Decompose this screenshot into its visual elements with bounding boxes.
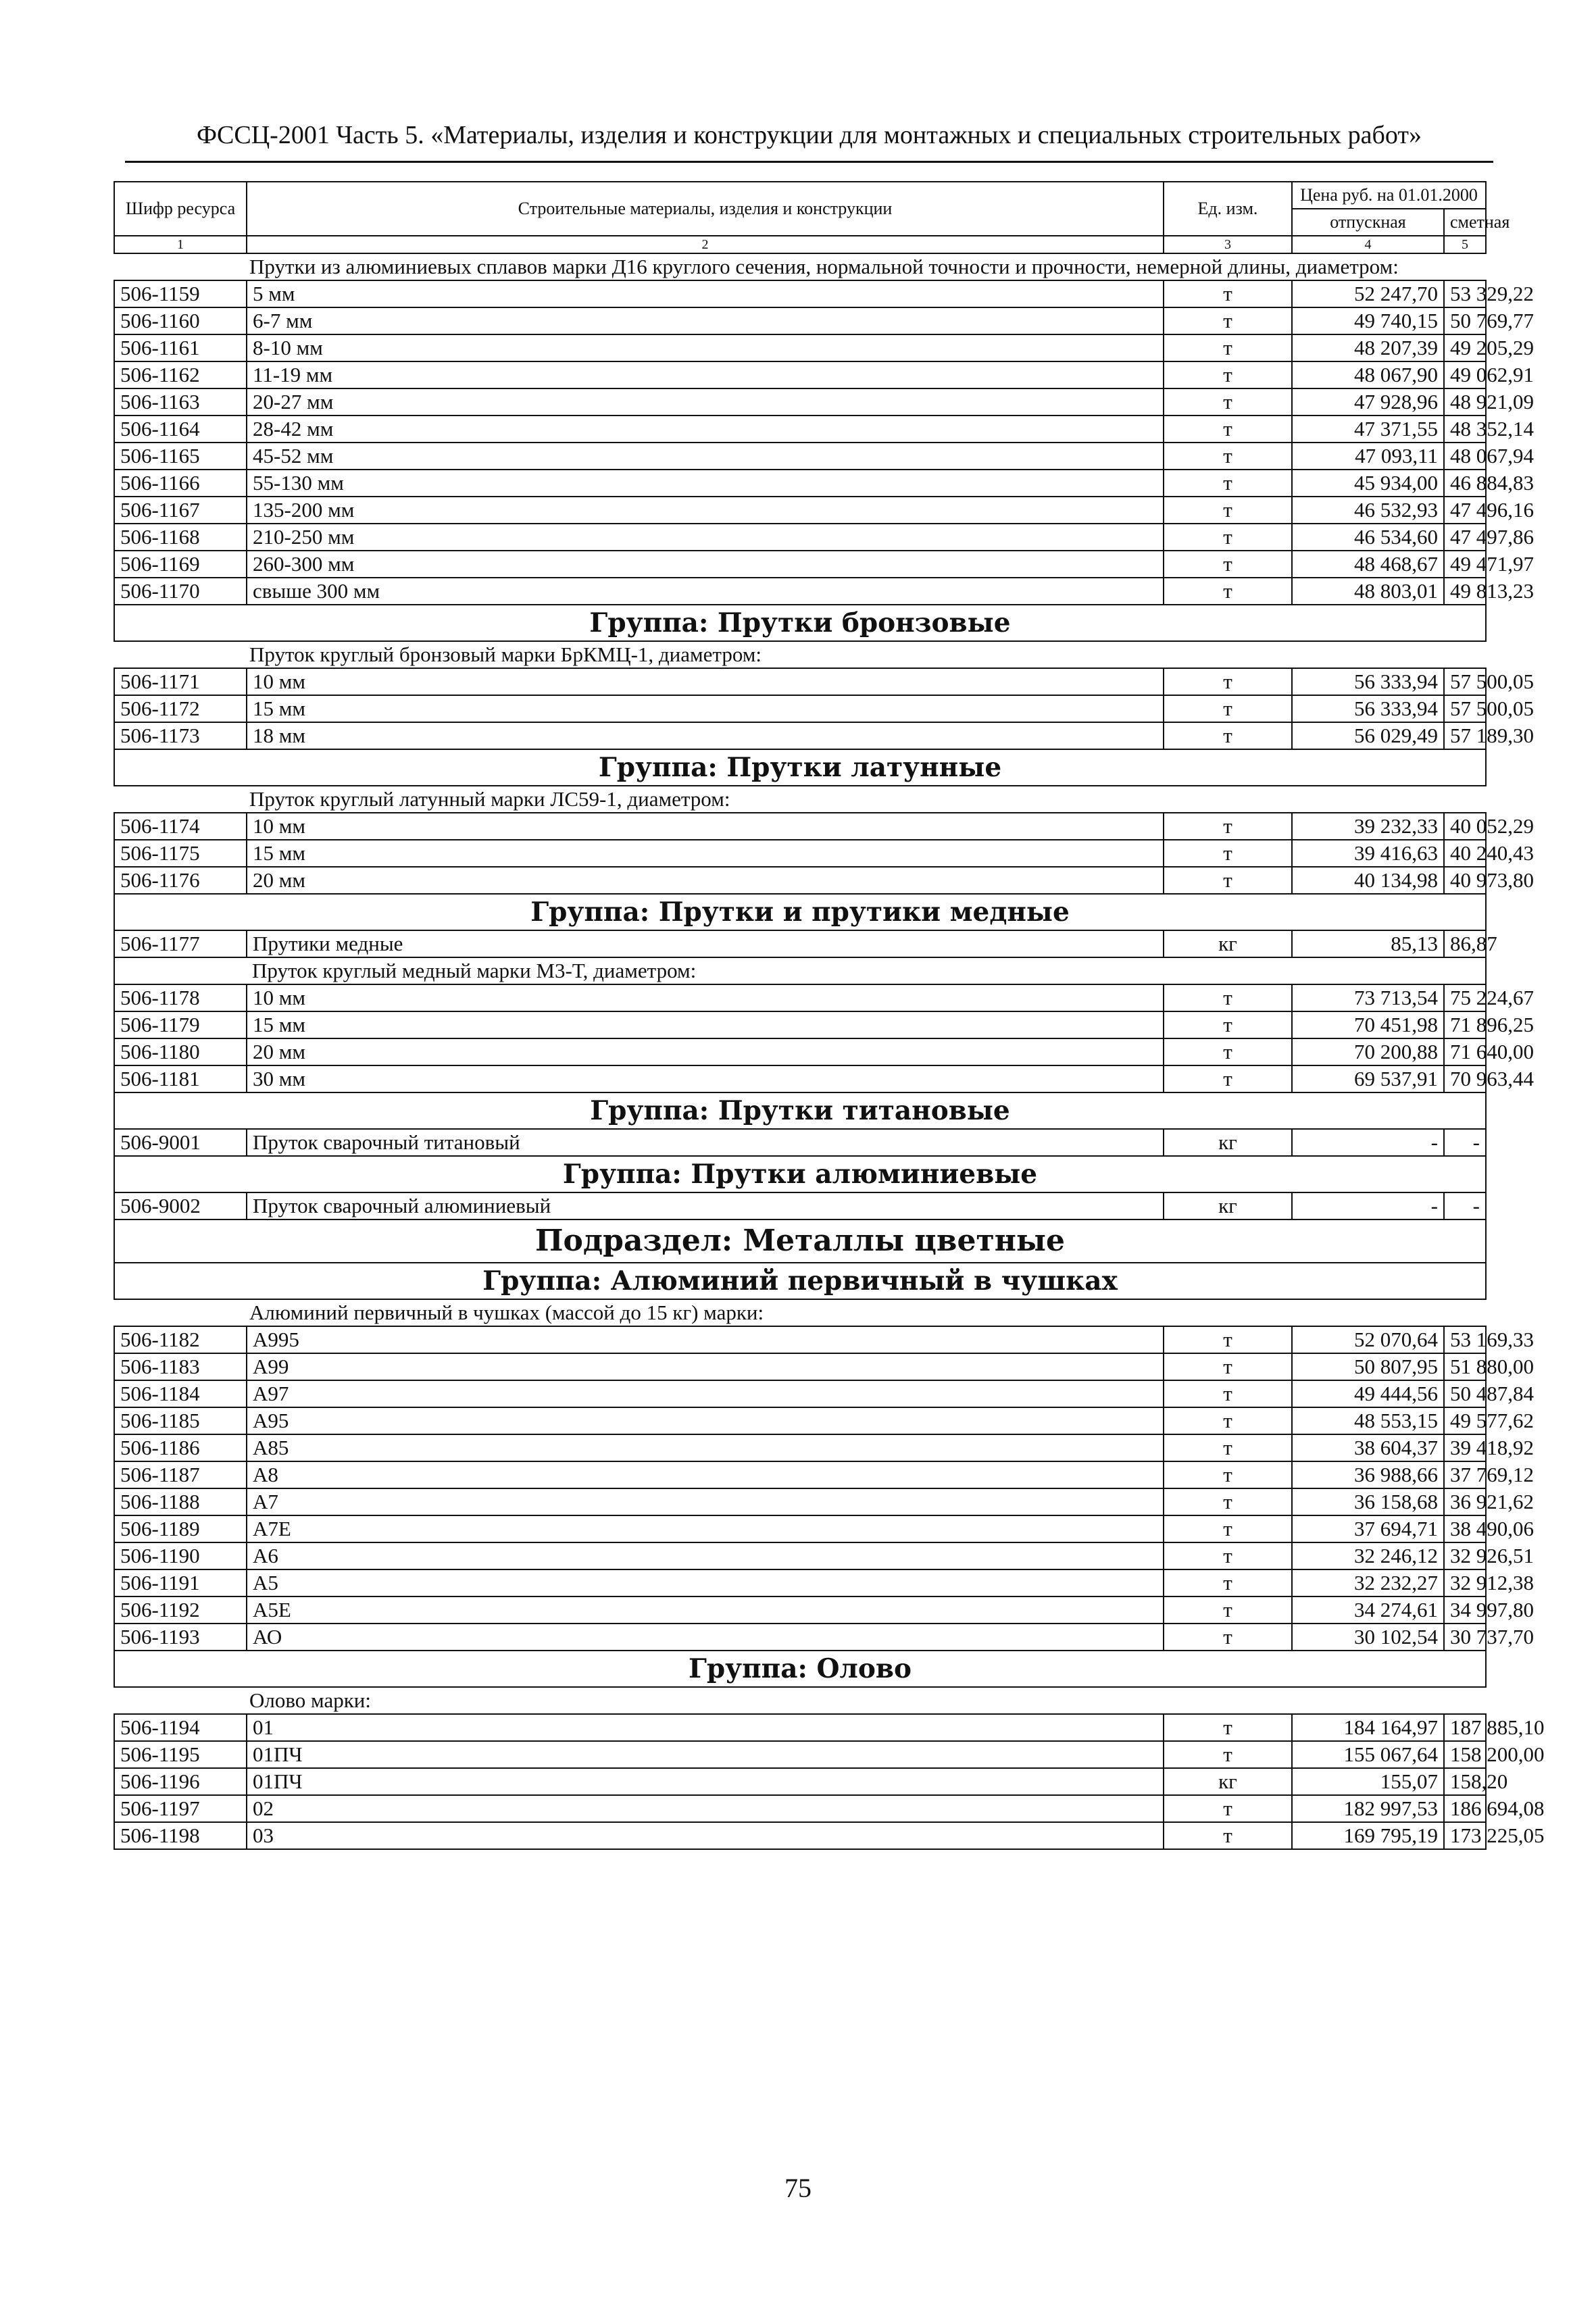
description-text: Пруток круглый бронзовый марки БрКМЦ-1, диаметром: — [114, 641, 1486, 668]
table-row — [114, 334, 1486, 361]
material-name: 15 мм — [247, 1011, 1164, 1038]
resource-code: 506-1172 — [114, 695, 247, 722]
unit-of-measure: т — [1164, 578, 1292, 605]
estimate-price: 49 813,23 — [1444, 578, 1486, 605]
subsection-heading-row — [114, 1219, 1486, 1263]
group-heading-row — [114, 1092, 1486, 1129]
group-heading-row — [114, 749, 1486, 786]
header-title: ФССЦ-2001 Часть 5. «Материалы, изделия и конструкции для монтажных и специальных строительных работ» — [197, 121, 1422, 149]
table-row — [114, 470, 1486, 497]
estimate-price: 49 062,91 — [1444, 361, 1486, 388]
release-price: 47 928,96 — [1292, 388, 1444, 416]
release-price: 56 333,94 — [1292, 695, 1444, 722]
material-name: 6-7 мм — [247, 307, 1164, 334]
material-name: А6 — [247, 1542, 1164, 1569]
col-num: 2 — [247, 236, 1164, 253]
resource-code: 506-1176 — [114, 867, 247, 894]
release-price: 46 534,60 — [1292, 524, 1444, 551]
estimate-price: 46 884,83 — [1444, 470, 1486, 497]
unit-of-measure: т — [1164, 984, 1292, 1011]
resource-code: 506-9002 — [114, 1192, 247, 1219]
material-name: 15 мм — [247, 840, 1164, 867]
material-name: 02 — [247, 1795, 1164, 1822]
table-row — [114, 416, 1486, 443]
table-row — [114, 930, 1486, 957]
resource-code: 506-1169 — [114, 551, 247, 578]
unit-of-measure: т — [1164, 1624, 1292, 1651]
table-row — [114, 361, 1486, 388]
resource-code: 506-1164 — [114, 416, 247, 443]
table-row — [114, 1407, 1486, 1434]
table-row — [114, 497, 1486, 524]
resource-code: 506-1175 — [114, 840, 247, 867]
table-row — [114, 1542, 1486, 1569]
estimate-price: 57 189,30 — [1444, 722, 1486, 749]
estimate-price: 51 880,00 — [1444, 1353, 1486, 1380]
material-name: А99 — [247, 1353, 1164, 1380]
material-name: 03 — [247, 1822, 1164, 1849]
estimate-price: 86,87 — [1444, 930, 1486, 957]
estimate-price: 32 926,51 — [1444, 1542, 1486, 1569]
material-name: Прутики медные — [247, 930, 1164, 957]
unit-of-measure: т — [1164, 840, 1292, 867]
release-price: 46 532,93 — [1292, 497, 1444, 524]
estimate-price: 48 352,14 — [1444, 416, 1486, 443]
resource-code: 506-1178 — [114, 984, 247, 1011]
table-row — [114, 388, 1486, 416]
release-price: 184 164,97 — [1292, 1714, 1444, 1741]
resource-code: 506-1184 — [114, 1380, 247, 1407]
material-name: А7Е — [247, 1515, 1164, 1542]
release-price: 56 333,94 — [1292, 668, 1444, 695]
release-price: 36 158,68 — [1292, 1488, 1444, 1515]
table-row — [114, 984, 1486, 1011]
unit-of-measure: т — [1164, 1326, 1292, 1353]
resource-code: 506-1168 — [114, 524, 247, 551]
estimate-price: 34 997,80 — [1444, 1596, 1486, 1624]
release-price: 69 537,91 — [1292, 1065, 1444, 1092]
table-row — [114, 722, 1486, 749]
table-row — [114, 1011, 1486, 1038]
col-num: 4 — [1292, 236, 1444, 253]
group-heading: Группа: Прутки латунные — [114, 749, 1486, 786]
material-name: АО — [247, 1624, 1164, 1651]
resource-code: 506-1181 — [114, 1065, 247, 1092]
estimate-price: 70 963,44 — [1444, 1065, 1486, 1092]
unit-of-measure: т — [1164, 1741, 1292, 1768]
material-name: А5 — [247, 1569, 1164, 1596]
column-number-row — [114, 236, 1486, 253]
unit-of-measure: т — [1164, 1569, 1292, 1596]
group-heading: Группа: Олово — [114, 1651, 1486, 1687]
resource-code: 506-1185 — [114, 1407, 247, 1434]
material-name: Пруток сварочный алюминиевый — [247, 1192, 1164, 1219]
material-name: 45-52 мм — [247, 443, 1164, 470]
table-row — [114, 813, 1486, 840]
unit-of-measure: т — [1164, 1380, 1292, 1407]
release-price: 70 200,88 — [1292, 1038, 1444, 1065]
resource-code: 506-9001 — [114, 1129, 247, 1156]
release-price: 39 232,33 — [1292, 813, 1444, 840]
material-name: А95 — [247, 1407, 1164, 1434]
unit-of-measure: т — [1164, 1714, 1292, 1741]
release-price: 37 694,71 — [1292, 1515, 1444, 1542]
page-header — [125, 120, 1493, 163]
estimate-price: 57 500,05 — [1444, 668, 1486, 695]
resource-code: 506-1174 — [114, 813, 247, 840]
resource-code: 506-1188 — [114, 1488, 247, 1515]
unit-of-measure: т — [1164, 1407, 1292, 1434]
release-price: 38 604,37 — [1292, 1434, 1444, 1461]
resource-code: 506-1173 — [114, 722, 247, 749]
resource-code: 506-1187 — [114, 1461, 247, 1488]
estimate-price: 30 737,70 — [1444, 1624, 1486, 1651]
estimate-price: 57 500,05 — [1444, 695, 1486, 722]
description-text: Пруток круглый латунный марки ЛС59-1, диаметром: — [114, 786, 1486, 813]
empty-cell — [114, 957, 247, 984]
description-row — [114, 641, 1486, 668]
unit-of-measure: т — [1164, 1596, 1292, 1624]
unit-of-measure: т — [1164, 695, 1292, 722]
release-price: 48 207,39 — [1292, 334, 1444, 361]
release-price: 169 795,19 — [1292, 1822, 1444, 1849]
resource-code: 506-1189 — [114, 1515, 247, 1542]
unit-of-measure: т — [1164, 1353, 1292, 1380]
release-price: 32 232,27 — [1292, 1569, 1444, 1596]
table-row — [114, 1038, 1486, 1065]
unit-of-measure: т — [1164, 1038, 1292, 1065]
unit-of-measure: кг — [1164, 1129, 1292, 1156]
estimate-price: 49 471,97 — [1444, 551, 1486, 578]
unit-of-measure: т — [1164, 1822, 1292, 1849]
description-text: Прутки из алюминиевых сплавов марки Д16 круглого сечения, нормальной точности и прочности, немерной длины, диаметром: — [114, 253, 1486, 280]
material-name: Пруток сварочный титановый — [247, 1129, 1164, 1156]
group-heading-row — [114, 1651, 1486, 1687]
table-row — [114, 1380, 1486, 1407]
material-name: 28-42 мм — [247, 416, 1164, 443]
material-name: 15 мм — [247, 695, 1164, 722]
table-row — [114, 840, 1486, 867]
material-name: А8 — [247, 1461, 1164, 1488]
unit-of-measure: т — [1164, 280, 1292, 307]
material-name: 20-27 мм — [247, 388, 1164, 416]
release-price: 52 070,64 — [1292, 1326, 1444, 1353]
description-row — [114, 1299, 1486, 1326]
unit-of-measure: т — [1164, 1065, 1292, 1092]
unit-of-measure: т — [1164, 813, 1292, 840]
release-price: 39 416,63 — [1292, 840, 1444, 867]
unit-of-measure: т — [1164, 334, 1292, 361]
table-row — [114, 1569, 1486, 1596]
unit-of-measure: т — [1164, 1488, 1292, 1515]
table-row — [114, 1624, 1486, 1651]
release-price: 47 093,11 — [1292, 443, 1444, 470]
estimate-price: 173 225,05 — [1444, 1822, 1486, 1849]
group-heading: Группа: Алюминий первичный в чушках — [114, 1263, 1486, 1299]
table-row — [114, 1434, 1486, 1461]
resource-code: 506-1191 — [114, 1569, 247, 1596]
material-name: 135-200 мм — [247, 497, 1164, 524]
release-price: 52 247,70 — [1292, 280, 1444, 307]
unit-of-measure: т — [1164, 668, 1292, 695]
table-row — [114, 1461, 1486, 1488]
resource-code: 506-1165 — [114, 443, 247, 470]
estimate-price: 47 496,16 — [1444, 497, 1486, 524]
unit-of-measure: т — [1164, 416, 1292, 443]
unit-of-measure: т — [1164, 722, 1292, 749]
group-heading-row — [114, 894, 1486, 930]
material-name: 20 мм — [247, 1038, 1164, 1065]
resource-code: 506-1194 — [114, 1714, 247, 1741]
resource-code: 506-1182 — [114, 1326, 247, 1353]
estimate-price: 39 418,92 — [1444, 1434, 1486, 1461]
release-price: - — [1292, 1129, 1444, 1156]
table-row — [114, 307, 1486, 334]
resource-code: 506-1196 — [114, 1768, 247, 1795]
subsection-heading: Подраздел: Металлы цветные — [114, 1219, 1486, 1263]
description-row — [114, 957, 1486, 984]
material-name: 20 мм — [247, 867, 1164, 894]
price-table — [114, 181, 1545, 1850]
unit-of-measure: т — [1164, 1795, 1292, 1822]
table-row — [114, 1741, 1486, 1768]
estimate-price: 40 973,80 — [1444, 867, 1486, 894]
release-price: 34 274,61 — [1292, 1596, 1444, 1624]
estimate-price: 47 497,86 — [1444, 524, 1486, 551]
material-name: 210-250 мм — [247, 524, 1164, 551]
unit-of-measure: т — [1164, 497, 1292, 524]
resource-code: 506-1192 — [114, 1596, 247, 1624]
estimate-price: 40 240,43 — [1444, 840, 1486, 867]
table-row — [114, 1192, 1486, 1219]
release-price: 85,13 — [1292, 930, 1444, 957]
unit-of-measure: т — [1164, 470, 1292, 497]
material-name: 30 мм — [247, 1065, 1164, 1092]
resource-code: 506-1171 — [114, 668, 247, 695]
description-row — [114, 1687, 1486, 1714]
estimate-price: 49 205,29 — [1444, 334, 1486, 361]
resource-code: 506-1183 — [114, 1353, 247, 1380]
table-row — [114, 1065, 1486, 1092]
release-price: - — [1292, 1192, 1444, 1219]
resource-code: 506-1179 — [114, 1011, 247, 1038]
estimate-price: 158 200,00 — [1444, 1741, 1486, 1768]
material-name: 11-19 мм — [247, 361, 1164, 388]
col-header-code: Шифр ресурса — [114, 182, 247, 236]
table-row — [114, 668, 1486, 695]
col-header-estimate: сметная — [1444, 209, 1486, 236]
table-row — [114, 1822, 1486, 1849]
resource-code: 506-1190 — [114, 1542, 247, 1569]
material-name: 55-130 мм — [247, 470, 1164, 497]
estimate-price: 49 577,62 — [1444, 1407, 1486, 1434]
col-header-price: Цена руб. на 01.01.2000 — [1292, 182, 1486, 209]
release-price: 49 444,56 — [1292, 1380, 1444, 1407]
unit-of-measure: кг — [1164, 1768, 1292, 1795]
estimate-price: 158,20 — [1444, 1768, 1486, 1795]
release-price: 73 713,54 — [1292, 984, 1444, 1011]
estimate-price: 48 921,09 — [1444, 388, 1486, 416]
unit-of-measure: т — [1164, 1461, 1292, 1488]
resource-code: 506-1159 — [114, 280, 247, 307]
release-price: 48 468,67 — [1292, 551, 1444, 578]
material-name: А97 — [247, 1380, 1164, 1407]
table-row — [114, 578, 1486, 605]
material-name: 01ПЧ — [247, 1768, 1164, 1795]
table-row — [114, 1353, 1486, 1380]
resource-code: 506-1160 — [114, 307, 247, 334]
description-text: Алюминий первичный в чушках (массой до 15 кг) марки: — [114, 1299, 1486, 1326]
table-row — [114, 1488, 1486, 1515]
table-row — [114, 280, 1486, 307]
unit-of-measure: т — [1164, 524, 1292, 551]
estimate-price: 32 912,38 — [1444, 1569, 1486, 1596]
unit-of-measure: кг — [1164, 930, 1292, 957]
estimate-price: 50 769,77 — [1444, 307, 1486, 334]
description-text: Пруток круглый медный марки М3-Т, диаметром: — [247, 957, 1486, 984]
material-name: А5Е — [247, 1596, 1164, 1624]
estimate-price: - — [1444, 1129, 1486, 1156]
resource-code: 506-1167 — [114, 497, 247, 524]
unit-of-measure: т — [1164, 1434, 1292, 1461]
table-header-row — [114, 182, 1486, 209]
estimate-price: 187 885,10 — [1444, 1714, 1486, 1741]
resource-code: 506-1198 — [114, 1822, 247, 1849]
resource-code: 506-1193 — [114, 1624, 247, 1651]
material-name: А995 — [247, 1326, 1164, 1353]
table-row — [114, 1596, 1486, 1624]
table-row — [114, 1768, 1486, 1795]
description-row — [114, 786, 1486, 813]
resource-code: 506-1186 — [114, 1434, 247, 1461]
release-price: 40 134,98 — [1292, 867, 1444, 894]
unit-of-measure: т — [1164, 551, 1292, 578]
unit-of-measure: т — [1164, 1515, 1292, 1542]
release-price: 32 246,12 — [1292, 1542, 1444, 1569]
table-row — [114, 695, 1486, 722]
estimate-price: 40 052,29 — [1444, 813, 1486, 840]
release-price: 48 803,01 — [1292, 578, 1444, 605]
estimate-price: 37 769,12 — [1444, 1461, 1486, 1488]
resource-code: 506-1177 — [114, 930, 247, 957]
resource-code: 506-1195 — [114, 1741, 247, 1768]
estimate-price: 71 896,25 — [1444, 1011, 1486, 1038]
table-row — [114, 1326, 1486, 1353]
material-name: 10 мм — [247, 668, 1164, 695]
estimate-price: 71 640,00 — [1444, 1038, 1486, 1065]
table-row — [114, 867, 1486, 894]
estimate-price: 38 490,06 — [1444, 1515, 1486, 1542]
estimate-price: 53 329,22 — [1444, 280, 1486, 307]
resource-code: 506-1163 — [114, 388, 247, 416]
unit-of-measure: кг — [1164, 1192, 1292, 1219]
material-name: 01 — [247, 1714, 1164, 1741]
release-price: 155,07 — [1292, 1768, 1444, 1795]
col-header-name: Строительные материалы, изделия и конструкции — [247, 182, 1164, 236]
resource-code: 506-1166 — [114, 470, 247, 497]
page-number: 75 — [784, 2173, 812, 2203]
release-price: 47 371,55 — [1292, 416, 1444, 443]
estimate-price: 48 067,94 — [1444, 443, 1486, 470]
release-price: 48 067,90 — [1292, 361, 1444, 388]
group-heading: Группа: Прутки бронзовые — [114, 605, 1486, 641]
resource-code: 506-1161 — [114, 334, 247, 361]
resource-code: 506-1162 — [114, 361, 247, 388]
estimate-price: 36 921,62 — [1444, 1488, 1486, 1515]
material-name: 01ПЧ — [247, 1741, 1164, 1768]
material-name: А85 — [247, 1434, 1164, 1461]
unit-of-measure: т — [1164, 388, 1292, 416]
table-row — [114, 1515, 1486, 1542]
material-name: 8-10 мм — [247, 334, 1164, 361]
release-price: 56 029,49 — [1292, 722, 1444, 749]
estimate-price: 50 487,84 — [1444, 1380, 1486, 1407]
release-price: 70 451,98 — [1292, 1011, 1444, 1038]
table-body — [114, 182, 1545, 1849]
table-row — [114, 1714, 1486, 1741]
table-row — [114, 524, 1486, 551]
group-heading: Группа: Прутки титановые — [114, 1092, 1486, 1129]
resource-code: 506-1170 — [114, 578, 247, 605]
material-name: свыше 300 мм — [247, 578, 1164, 605]
table-row — [114, 551, 1486, 578]
estimate-price: - — [1444, 1192, 1486, 1219]
unit-of-measure: т — [1164, 361, 1292, 388]
col-num: 3 — [1164, 236, 1292, 253]
col-num: 5 — [1444, 236, 1486, 253]
unit-of-measure: т — [1164, 1011, 1292, 1038]
group-heading: Группа: Прутки и прутики медные — [114, 894, 1486, 930]
release-price: 48 553,15 — [1292, 1407, 1444, 1434]
description-text: Олово марки: — [114, 1687, 1486, 1714]
estimate-price: 186 694,08 — [1444, 1795, 1486, 1822]
resource-code: 506-1197 — [114, 1795, 247, 1822]
unit-of-measure: т — [1164, 443, 1292, 470]
unit-of-measure: т — [1164, 307, 1292, 334]
material-name: 5 мм — [247, 280, 1164, 307]
group-heading-row — [114, 1156, 1486, 1192]
group-heading: Группа: Прутки алюминиевые — [114, 1156, 1486, 1192]
material-name: 10 мм — [247, 984, 1164, 1011]
resource-code: 506-1180 — [114, 1038, 247, 1065]
unit-of-measure: т — [1164, 867, 1292, 894]
table-row — [114, 443, 1486, 470]
release-price: 49 740,15 — [1292, 307, 1444, 334]
release-price: 50 807,95 — [1292, 1353, 1444, 1380]
release-price: 45 934,00 — [1292, 470, 1444, 497]
material-name: А7 — [247, 1488, 1164, 1515]
release-price: 30 102,54 — [1292, 1624, 1444, 1651]
unit-of-measure: т — [1164, 1542, 1292, 1569]
col-header-unit: Ед. изм. — [1164, 182, 1292, 236]
estimate-price: 75 224,67 — [1444, 984, 1486, 1011]
description-row — [114, 253, 1486, 280]
estimate-price: 53 169,33 — [1444, 1326, 1486, 1353]
group-heading-row — [114, 1263, 1486, 1299]
release-price: 36 988,66 — [1292, 1461, 1444, 1488]
material-name: 10 мм — [247, 813, 1164, 840]
table-row — [114, 1795, 1486, 1822]
group-heading-row — [114, 605, 1486, 641]
material-name: 260-300 мм — [247, 551, 1164, 578]
table-row — [114, 1129, 1486, 1156]
col-num: 1 — [114, 236, 247, 253]
release-price: 155 067,64 — [1292, 1741, 1444, 1768]
material-name: 18 мм — [247, 722, 1164, 749]
col-header-release: отпускная — [1292, 209, 1444, 236]
release-price: 182 997,53 — [1292, 1795, 1444, 1822]
